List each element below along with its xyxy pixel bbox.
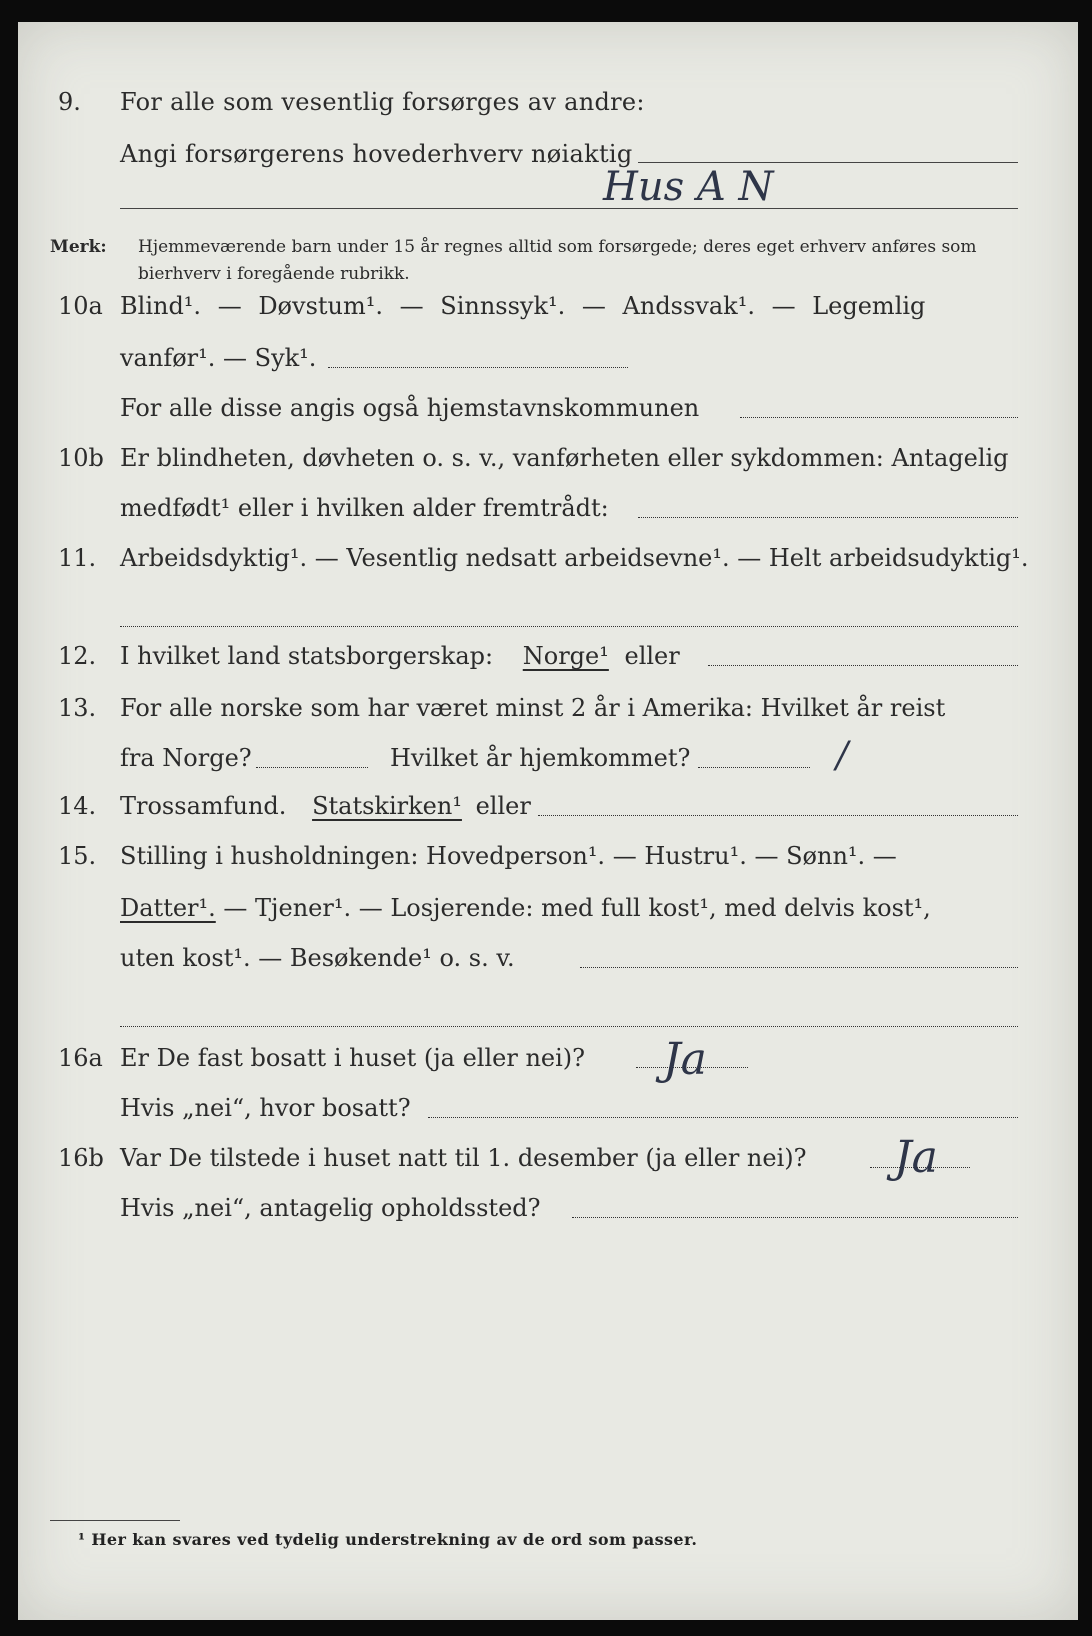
q10b-line-2: medfødt¹ eller i hvilken alder fremtrådt:	[120, 494, 609, 522]
q13-handwritten-answer: /	[836, 735, 849, 776]
q9-row-1	[18, 86, 1078, 120]
footnote: ¹ Her kan svares ved tydelig understrekning av de ord som passer.	[78, 1530, 698, 1549]
q10a-number: 10a	[58, 292, 103, 320]
q10a-answer-dots	[328, 367, 628, 368]
q10b-number: 10b	[58, 444, 104, 472]
q14-number: 14.	[58, 792, 97, 820]
q12-eller: eller	[624, 642, 680, 670]
q16b-line-1: Var De tilstede i huset natt til 1. desember (ja eller nei)?	[120, 1144, 807, 1172]
q16a-residence-dots	[428, 1117, 1018, 1118]
q10b-row-1	[18, 442, 1078, 476]
q10a-row-1	[18, 290, 1078, 324]
q12-text	[120, 642, 680, 670]
q14-answer-dots	[538, 815, 1018, 816]
q14-text	[120, 792, 531, 820]
q12-question: I hvilket land statsborgerskap:	[120, 642, 494, 670]
q16a-row-1	[18, 1042, 1078, 1076]
q15-number: 15.	[58, 842, 97, 870]
q12-row-1	[18, 640, 1078, 674]
q15-blank-dots	[120, 1026, 1018, 1027]
q10b-answer-dots	[638, 517, 1018, 518]
q16a-row-2	[18, 1092, 1078, 1126]
q10a-line-1: Blind¹. — Døvstum¹. — Sinnssyk¹. — Andssvak¹. — Legemlig	[120, 292, 926, 320]
q16b-handwritten-answer: Ja	[894, 1132, 938, 1183]
q14-eller: eller	[475, 792, 531, 820]
q15-row-2	[18, 892, 1078, 926]
q16b-number: 16b	[58, 1144, 104, 1172]
q11-blank-dots	[120, 626, 1018, 627]
q10a-hometown-dots	[740, 417, 1018, 418]
q10a-row-2	[18, 342, 1078, 376]
q11-row-1	[18, 542, 1078, 576]
q16a-handwritten-answer: Ja	[663, 1034, 707, 1085]
merk-label: Merk:	[50, 237, 107, 257]
q9-number: 9.	[58, 88, 81, 116]
q16b-line-2: Hvis „nei“, antagelig opholdssted?	[120, 1194, 541, 1222]
q9-line-2: Angi forsørgerens hovederhverv nøiaktig	[120, 140, 633, 168]
q9-handwritten-answer: Hus A N	[603, 164, 774, 210]
q15-answer-dots	[580, 967, 1018, 968]
q15-row-1	[18, 840, 1078, 874]
q13-return-dots	[698, 767, 810, 768]
q9-blank-line	[120, 208, 1018, 209]
q16a-line-2: Hvis „nei“, hvor bosatt?	[120, 1094, 411, 1122]
q15-underlined-datter: Datter¹.	[120, 894, 216, 922]
q10b-line-1: Er blindheten, døvheten o. s. v., vanførheten eller sykdommen: Antagelig	[120, 444, 1009, 472]
q9-row-2	[18, 138, 1078, 172]
q16a-number: 16a	[58, 1044, 103, 1072]
q15-text-2	[120, 894, 931, 922]
q15-line-3: uten kost¹. — Besøkende¹ o. s. v.	[120, 944, 515, 972]
q16b-whereabouts-dots	[572, 1217, 1018, 1218]
q12-number: 12.	[58, 642, 97, 670]
q10a-row-3	[18, 392, 1078, 426]
q10b-row-2	[18, 492, 1078, 526]
q10a-line-2: vanfør¹. — Syk¹.	[120, 344, 317, 372]
q11-line-1: Arbeidsdyktig¹. — Vesentlig nedsatt arbeidsevne¹. — Helt arbeidsudyktig¹.	[120, 544, 1029, 572]
q13-line-2b: Hvilket år hjemkommet?	[390, 744, 691, 772]
q9-line-1: For alle som vesentlig forsørges av andre:	[120, 88, 645, 116]
q13-number: 13.	[58, 694, 97, 722]
footnote-rule	[50, 1520, 180, 1521]
census-form-page	[18, 22, 1078, 1620]
q9-answer-line	[638, 162, 1018, 163]
q13-row-2	[18, 735, 1078, 776]
q14-underlined-statskirken: Statskirken¹	[312, 792, 462, 820]
q16b-row-2	[18, 1192, 1078, 1226]
q14-row-1	[18, 790, 1078, 824]
q12-underlined-norge: Norge¹	[522, 642, 609, 670]
q15-line-1: Stilling i husholdningen: Hovedperson¹. — Hustru¹. — Sønn¹. —	[120, 842, 897, 870]
q10a-line-3: For alle disse angis også hjemstavnskommunen	[120, 394, 700, 422]
q13-line-2a: fra Norge?	[120, 744, 252, 772]
q15-line-2: — Tjener¹. — Losjerende: med full kost¹, med delvis kost¹,	[223, 894, 931, 922]
q11-number: 11.	[58, 544, 97, 572]
merk-text: Hjemmeværende barn under 15 år regnes alltid som forsørgede; deres eget erhverv anføres som bierhverv i foregående rubrikk.	[138, 237, 977, 284]
q12-answer-dots	[708, 665, 1018, 666]
q15-row-3	[18, 942, 1078, 976]
q13-departure-dots	[256, 767, 368, 768]
q16a-line-1: Er De fast bosatt i huset (ja eller nei)?	[120, 1044, 586, 1072]
q13-line-1: For alle norske som har været minst 2 år i Amerika: Hvilket år reist	[120, 694, 946, 722]
q13-row-1	[18, 692, 1078, 726]
q14-question: Trossamfund.	[120, 792, 287, 820]
